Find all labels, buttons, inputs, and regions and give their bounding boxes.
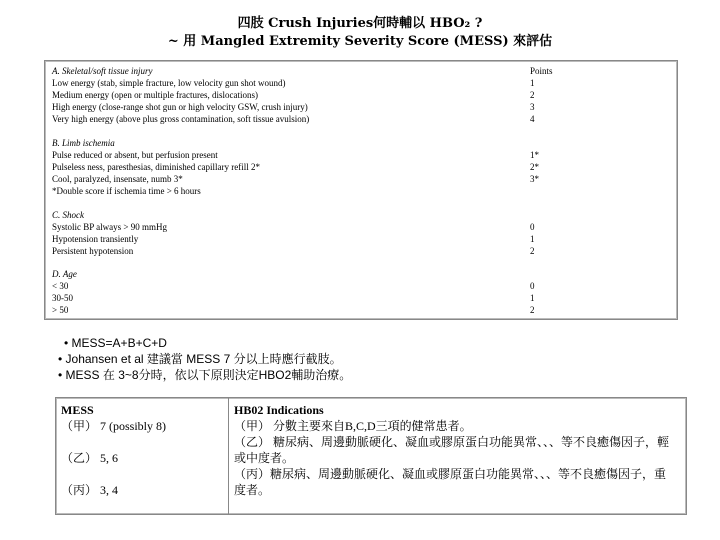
row-points: 2 <box>530 305 535 315</box>
section-label: B. Limb ischemia <box>52 138 115 148</box>
section-header-row <box>52 137 670 149</box>
column-divider <box>228 398 229 514</box>
section-label: A. Skeletal/soft tissue injury <box>52 66 153 76</box>
row-desc: Medium energy (open or multiple fractures, dislocations) <box>52 90 259 100</box>
table-row <box>52 304 670 316</box>
row-desc: Low energy (stab, simple fracture, low velocity gun shot wound) <box>52 78 286 88</box>
row-points: 1 <box>530 78 535 88</box>
section-skeletal-injury <box>52 65 670 125</box>
table-row <box>52 89 670 101</box>
table-row <box>52 280 670 292</box>
row-points: 3 <box>530 102 535 112</box>
table-row <box>52 101 670 113</box>
row-points: 0 <box>530 222 535 232</box>
row-points: 2* <box>530 162 539 172</box>
section-header-row <box>52 65 670 77</box>
table-row <box>52 149 670 161</box>
row-points: 1 <box>530 293 535 303</box>
row-desc: Hypotension transiently <box>52 234 139 244</box>
mess-item: （乙） 5, 6 <box>61 451 119 465</box>
table-row <box>52 221 670 233</box>
table-row <box>52 185 670 197</box>
mess-score-table <box>44 60 678 320</box>
bullet-item: • Johansen et al 建議當 MESS 7 分以上時應行截肢。 <box>58 352 342 366</box>
section-label: D. Age <box>52 269 77 279</box>
mess-header: MESS <box>61 403 94 417</box>
section-header-row <box>52 209 670 221</box>
table-row <box>52 161 670 173</box>
row-desc: Systolic BP always > 90 mmHg <box>52 222 167 232</box>
indication-line: （乙） 糖尿病、周邊動脈硬化、凝血或膠原蛋白功能異常、、、等不良癒傷因子，輕或中度者。 <box>234 435 670 465</box>
section-age <box>52 268 670 316</box>
row-points: 2 <box>530 90 535 100</box>
row-desc: > 50 <box>52 305 69 315</box>
row-desc: < 30 <box>52 281 69 291</box>
table-row <box>52 245 670 257</box>
page-title: 四肢 Crush Injuries何時輔以 HBO₂ ? <box>237 16 483 31</box>
indication-line: （丙）糖尿病、周邊動脈硬化、凝血或膠原蛋白功能異常、、、等不良癒傷因子，重度者。 <box>234 467 667 497</box>
row-points: 1 <box>530 234 535 244</box>
bullet-item: • MESS 在 3~8分時，依以下原則決定HBO2輔助治療。 <box>58 368 352 382</box>
row-points <box>530 185 670 197</box>
indication-line: （甲） 分數主要來自B,C,D三項的健常患者。 <box>234 419 472 433</box>
table-row <box>52 113 670 125</box>
row-desc: Pulse reduced or absent, but perfusion present <box>52 150 218 160</box>
row-desc: Very high energy (above plus gross contamination, soft tissue avulsion) <box>52 114 310 124</box>
row-desc: 30-50 <box>52 293 73 303</box>
section-limb-ischemia <box>52 137 670 197</box>
row-points: 3* <box>530 174 539 184</box>
row-desc: Pulseless ness, paresthesias, diminished capillary refill 2* <box>52 162 260 172</box>
row-desc: Persistent hypotension <box>52 246 134 256</box>
row-desc: *Double score if ischemia time > 6 hours <box>52 186 201 196</box>
bullet-item: • MESS=A+B+C+D <box>64 336 167 350</box>
table-row <box>52 77 670 89</box>
row-desc: High energy (close-range shot gun or high velocity GSW, crush injury) <box>52 102 308 112</box>
section-header-row <box>52 268 670 280</box>
indications-column <box>234 402 674 498</box>
section-shock <box>52 209 670 257</box>
mess-column <box>61 402 221 498</box>
hbo2-indication-table <box>55 397 687 515</box>
table-row <box>52 173 670 185</box>
page-subtitle: ~ 用 Mangled Extremity Severity Score (MESS) 來評估 <box>167 34 553 49</box>
row-points: 0 <box>530 281 535 291</box>
mess-item: （甲） 7 (possibly 8) <box>61 419 167 433</box>
row-points: 1* <box>530 150 539 160</box>
row-points: 4 <box>530 114 535 124</box>
mess-item: （丙） 3, 4 <box>61 483 119 497</box>
points-header: Points <box>530 66 553 76</box>
table-row <box>52 233 670 245</box>
table-row <box>52 292 670 304</box>
row-points: 2 <box>530 246 535 256</box>
indications-header: HB02 Indications <box>234 403 324 417</box>
bullet-list <box>58 335 351 383</box>
row-desc: Cool, paralyzed, insensate, numb 3* <box>52 174 183 184</box>
section-label: C. Shock <box>52 210 84 220</box>
